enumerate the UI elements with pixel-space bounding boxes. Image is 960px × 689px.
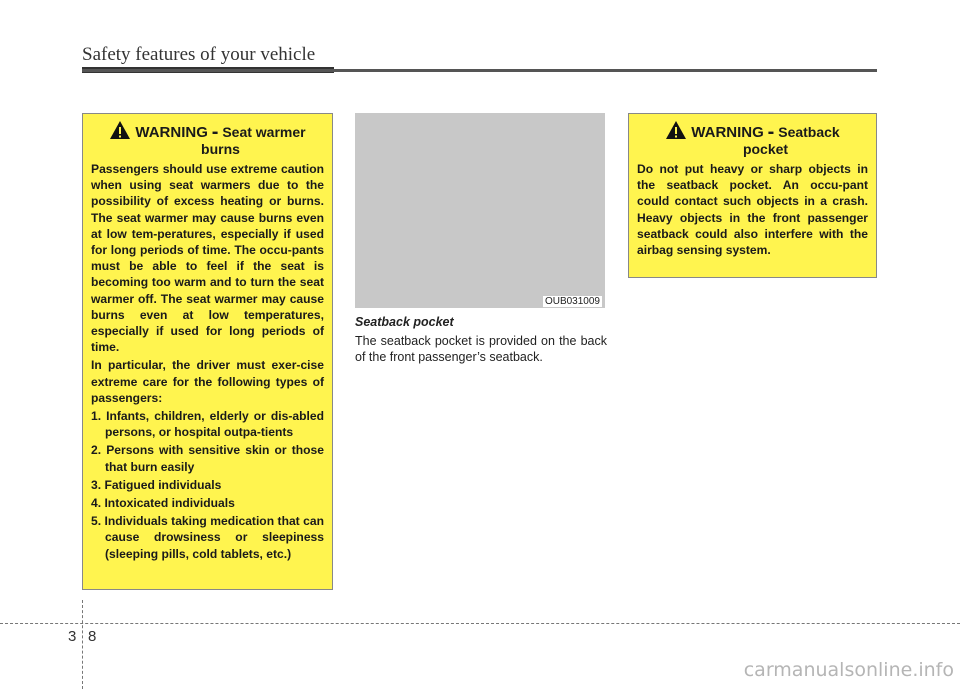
warning-paragraph: Passengers should use extreme caution when using seat warmers due to the possibility of excess heating or burns. The seat warmer may cause burns even at low tem-peratures, especially if used for long periods of time. The occu-pants must be able to feel if the seat is becoming too warm and to turn the seat warmer off. The seat warmer may cause burns even at low temperatures, especially if used for long periods of time. <box>91 162 324 355</box>
watermark: carmanualsonline.info <box>743 659 954 681</box>
warning-topic-line2: pocket <box>742 141 789 157</box>
warning-title <box>91 121 324 157</box>
page-header-title: Safety features of your vehicle <box>82 44 316 65</box>
warning-paragraph: In particular, the driver must exer-cise extreme care for the following types of passengers: <box>91 358 324 405</box>
warning-dash: - <box>211 121 219 143</box>
warning-box-seatback-pocket <box>628 113 877 278</box>
warning-topic-line2: burns <box>201 141 240 157</box>
page-number: 8 <box>88 628 97 645</box>
warning-triangle-icon <box>109 120 131 140</box>
warning-title <box>637 121 868 157</box>
header-rule <box>82 69 877 72</box>
seatback-pocket-image <box>355 113 605 308</box>
warning-paragraph: Do not put heavy or sharp objects in the seatback pocket. An occu-pant could contact such objects in a crash. Heavy objects in the front passenger seatback could also interfere with the airbag sensing system. <box>637 162 868 258</box>
list-item: 4. Intoxicated individuals <box>91 496 235 511</box>
warning-triangle-icon <box>665 120 687 140</box>
warning-dash: - <box>767 121 775 143</box>
section-body: The seatback pocket is provided on the back of the front passenger’s seatback. <box>355 334 607 364</box>
footer-rule <box>0 623 960 624</box>
warning-body <box>91 161 324 562</box>
warning-box-seat-warmer <box>82 113 333 590</box>
warning-body <box>637 161 868 258</box>
image-code: OUB031009 <box>544 296 600 307</box>
list-item: 2. Persons with sensitive skin or those that burn easily <box>91 443 324 474</box>
warning-topic: Seatback <box>778 124 840 140</box>
list-item: 5. Individuals taking medication that can cause drowsiness or sleepiness (sleeping pills, cold tablets, etc.) <box>91 514 324 561</box>
warning-label: WARNING <box>135 124 208 141</box>
list-item: 1. Infants, children, elderly or dis-abled persons, or hospital outpa-tients <box>91 409 324 440</box>
warning-label: WARNING <box>691 124 764 141</box>
chapter-number: 3 <box>68 628 77 645</box>
footer-divider <box>82 600 83 689</box>
warning-topic: Seat warmer <box>222 124 306 140</box>
passenger-list <box>91 408 324 562</box>
section-heading: Seatback pocket <box>355 315 454 329</box>
list-item: 3. Fatigued individuals <box>91 477 222 492</box>
